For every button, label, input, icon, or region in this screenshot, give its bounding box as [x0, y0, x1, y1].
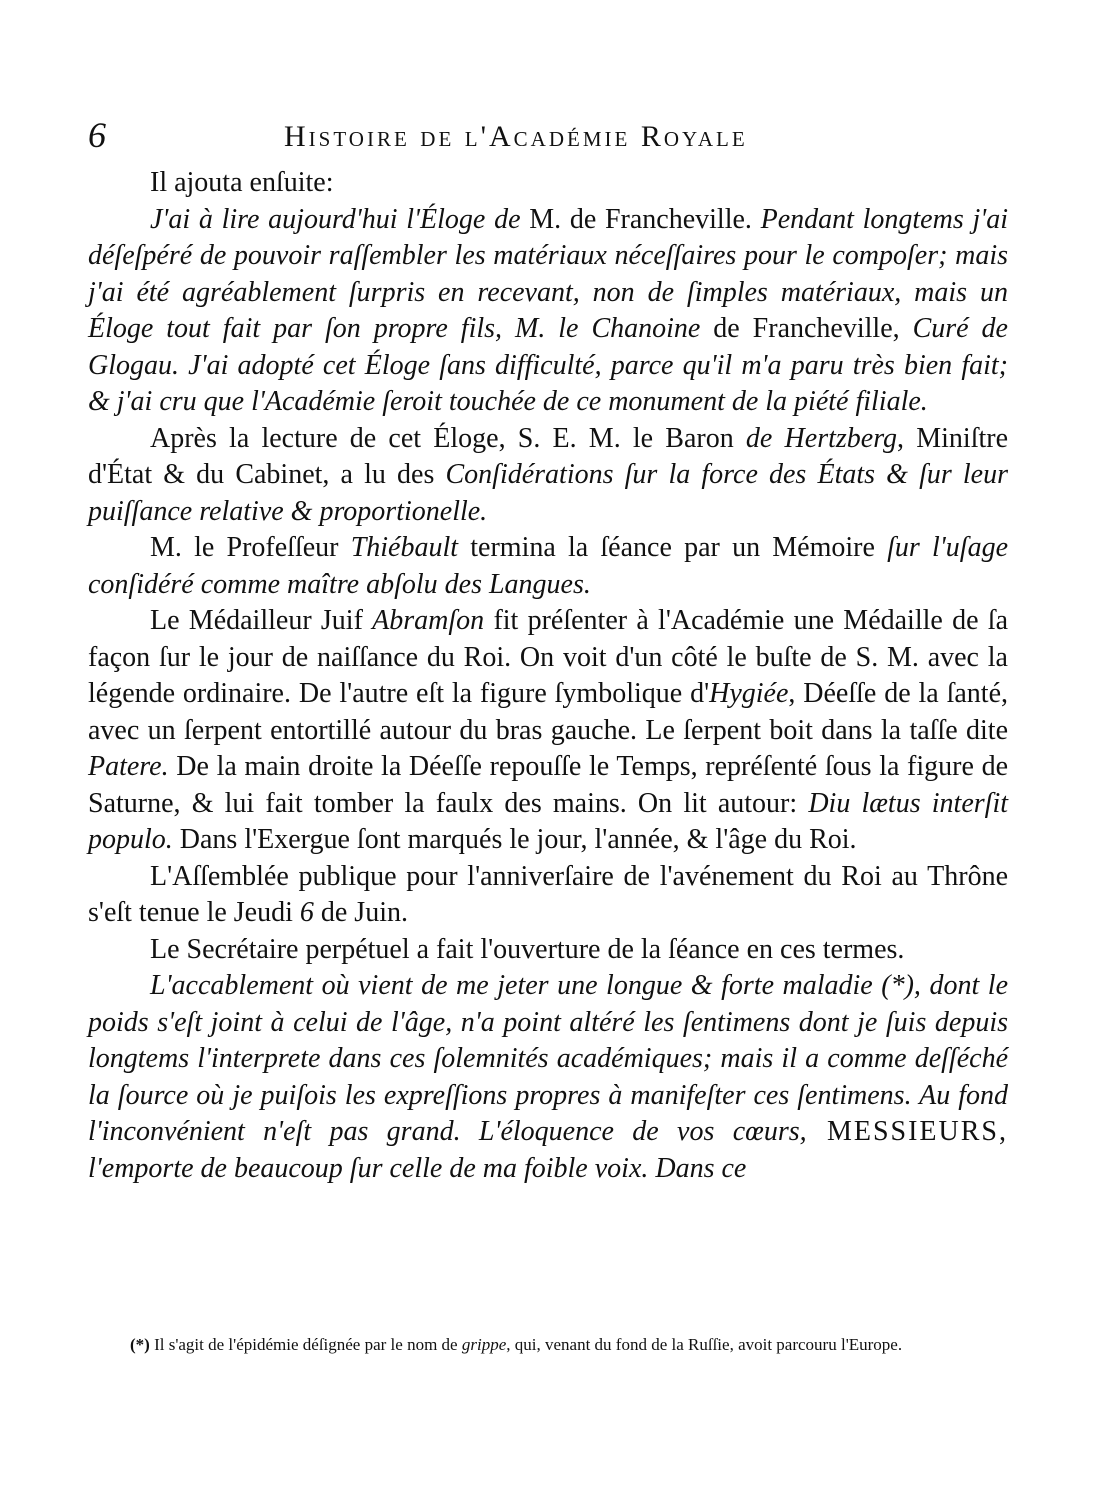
paragraph: Le Secrétaire perpétuel a fait l'ouverture de la ſéance en ces termes. — [150, 933, 905, 965]
paragraph: Il ajouta enſuite: — [150, 167, 334, 198]
roman-text: L'Aſſemblée publique pour l'anniverſaire de l'avénement du Roi au Thrône s'eſt tenue le Jeudi — [88, 860, 1008, 928]
footnote-mark: (*) — [130, 1335, 150, 1354]
roman-text: Il s'agit de l'épidémie déſignée par le nom de — [149, 1335, 462, 1354]
italic-text: Pendant longtems j'ai déſeſpéré de pouvoir raſſembler les matériaux néceſſaires pour le compoſer; mais j'ai été agréablement ſurpris en recevant, non de ſimples matériaux, mais un Éloge tout fait par ſon propre fils, M. le Chanoine — [88, 203, 1008, 344]
italic-text: Abramſon — [372, 605, 485, 636]
roman-text: MESSIEURS, — [806, 1116, 1008, 1147]
paragraph — [88, 202, 1008, 421]
italic-text: Diu lætus interſit populo. — [88, 787, 1008, 855]
paragraph — [88, 530, 1008, 603]
footnote — [130, 1333, 1010, 1357]
roman-text: termina la ſéance par un Mémoire — [458, 532, 888, 563]
roman-text: de Francheville, — [700, 313, 913, 344]
italic-text: Patere. — [88, 751, 169, 782]
roman-text: de Juin. — [313, 897, 408, 928]
italic-text: l'emporte de beaucoup ſur celle de ma foible voix. Dans ce — [88, 1152, 747, 1184]
roman-text: M. le Profeſſeur — [150, 532, 351, 563]
italic-text: J'ai à lire aujourd'hui l'Éloge de — [150, 203, 521, 235]
italic-text: Curé de Glogau. J'ai adopté cet Éloge ſans difficulté, parce qu'il m'a paru très bien fait; & j'ai cru que l'Académie ſeroit touchée de ce monument de la piété filiale. — [88, 313, 1008, 417]
running-header — [88, 110, 1008, 160]
main-text — [88, 165, 1008, 1187]
running-title: Histoire de l'Académie Royale — [284, 120, 748, 153]
paragraph — [88, 968, 1008, 1187]
paragraph — [88, 603, 1008, 859]
italic-text: L'accablement où vient de me jeter une longue & forte maladie (*), dont le poids s'eſt joint à celui de l'âge, n'a point altéré les ſentimens dont je ſuis depuis longtems l'interprete dans ces ſolemnités académiques; mais il a comme deſſéché la ſource où je puiſois les expreſſions propres à manifeſter ces ſentimens. Au fond l'inconvénient n'eſt pas grand. L'éloquence de vos cœurs, — [88, 970, 1008, 1147]
roman-text: Après la lecture de cet Éloge, S. E. M. le Baron — [150, 422, 746, 454]
roman-text: Le Médailleur Juif — [150, 605, 373, 636]
italic-text: de Hertzberg — [745, 422, 898, 454]
paragraph — [88, 421, 1008, 531]
italic-text: grippe — [461, 1335, 507, 1354]
italic-text: 6 — [299, 897, 314, 928]
roman-text: , qui, venant du fond de la Ruſſie, avoit parcouru l'Europe. — [506, 1335, 903, 1354]
paragraph — [88, 859, 1008, 932]
italic-text: Hygiée — [709, 678, 789, 709]
page-number: 6 — [88, 115, 106, 155]
roman-text: fit préſenter à l'Académie une Médaille de ſa façon ſur le jour de naiſſance du Roi. On voit d'un côté le buſte de S. M. avec la légende ordinaire. De l'autre eſt la figure ſymbolique d' — [88, 605, 1008, 709]
italic-text: Conſidérations ſur la force des États & ſur leur puiſſance relative & proportionelle. — [88, 459, 1008, 527]
italic-text: Thiébault — [350, 532, 459, 563]
roman-text: , Déeſſe de la ſanté, avec un ſerpent entortillé autour du bras gauche. Le ſerpent boit dans la taſſe dite — [88, 678, 1008, 746]
roman-text: Dans l'Exergue ſont marqués le jour, l'année, & l'âge du Roi. — [172, 824, 857, 855]
roman-text: , Miniſtre d'État & du Cabinet, a lu des — [88, 422, 1009, 490]
roman-text: De la main droite la Déeſſe repouſſe le Temps, repréſenté ſous la figure de Saturne, & lui fait tomber la faulx des mains. On lit autour: — [88, 751, 1008, 819]
italic-text: ſur l'uſage conſidéré comme maître abſolu des Langues. — [88, 532, 1009, 600]
roman-text: M. de Francheville. — [520, 203, 761, 235]
